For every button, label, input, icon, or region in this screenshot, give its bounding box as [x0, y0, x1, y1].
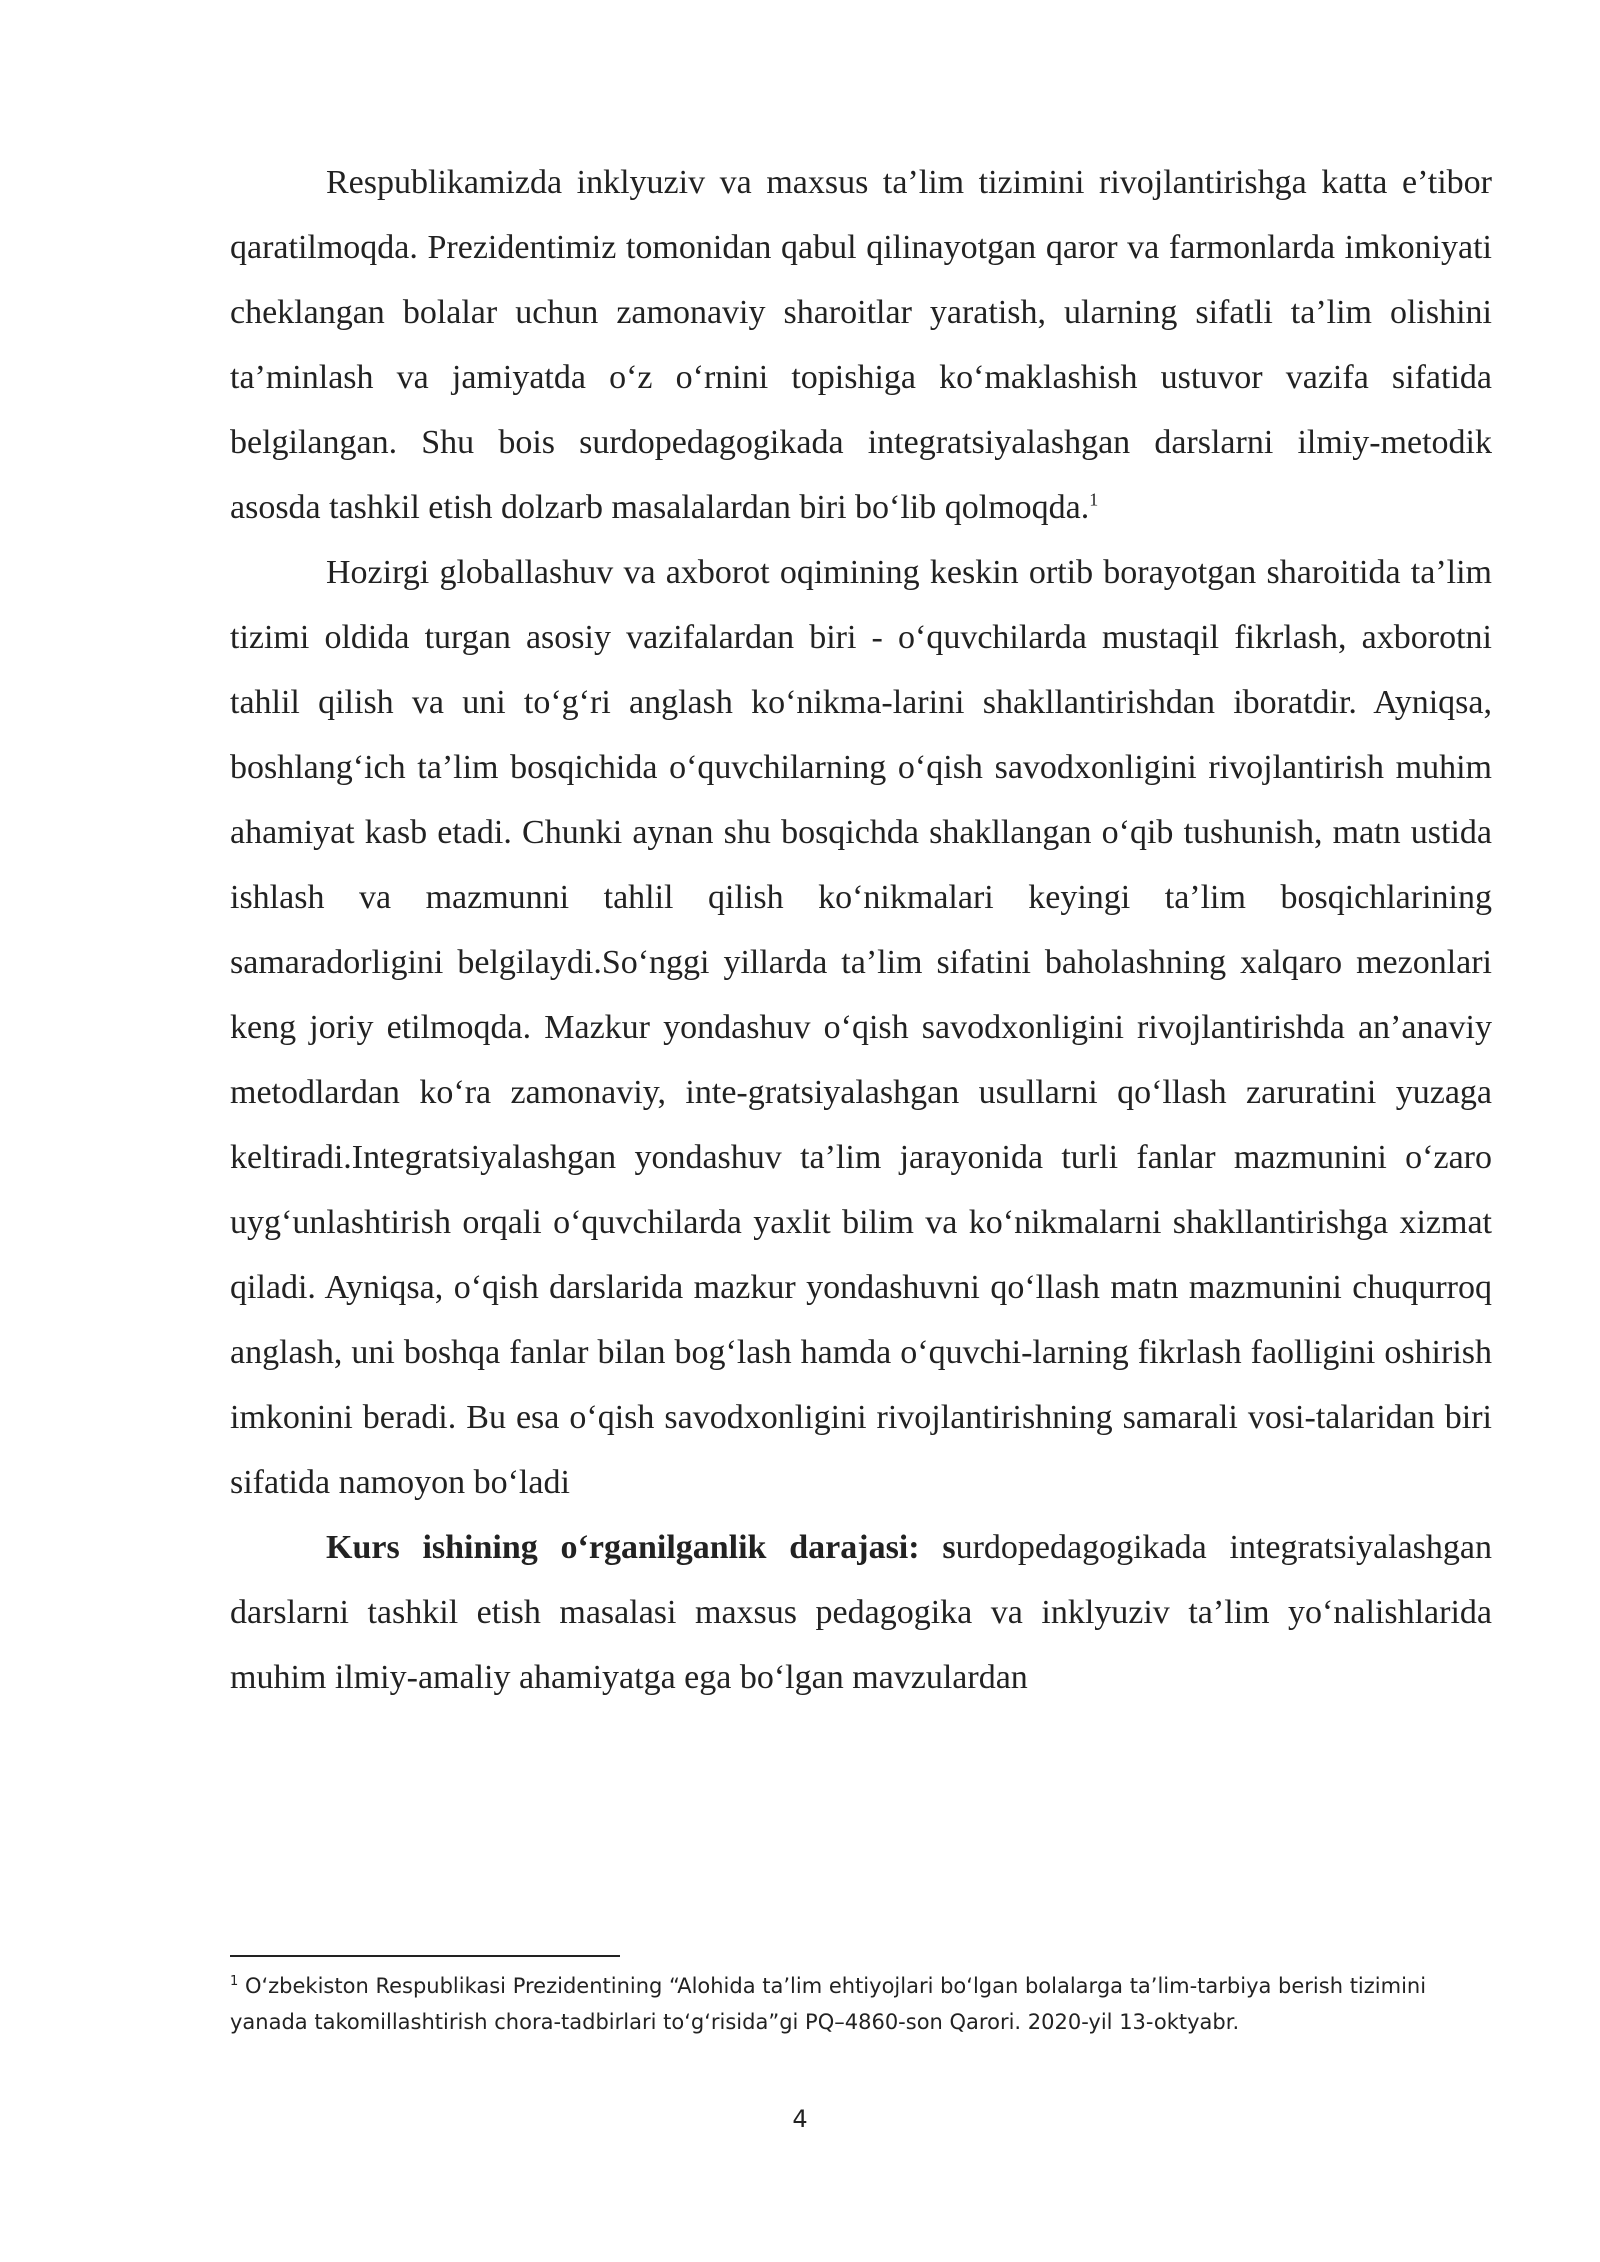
paragraph-intro	[230, 150, 1492, 540]
paragraph-globalization	[230, 540, 1492, 1515]
footnote-separator	[230, 1955, 620, 1957]
footnote-reference[interactable]: 1	[1089, 489, 1099, 510]
footnote-text: O‘zbekiston Respublikasi Prezidentining “Alohida ta’lim ehtiyojlari bo‘lgan bolalarga ta’lim-tarbiya berish tizimini yanada takomillashtirish chora-tadbirlari to‘g‘risida”gi PQ–4860-son Qarori. 2020-yil 13-oktyabr.	[230, 1974, 1427, 2034]
paragraph-study-level	[230, 1515, 1492, 1710]
footnote	[230, 1968, 1492, 2040]
footnote-marker: 1	[230, 1974, 239, 1989]
page-number: 4	[792, 2105, 808, 2133]
paragraph-intro-text: Respublikamizda inklyuziv va maxsus ta’lim tizimini rivojlantirishga katta e’tibor qaratilmoqda. Prezidentimiz tomonidan qabul qilinayotgan qaror va farmonlarda imkoniyati cheklangan bolalar uchun zamonaviy sharoitlar yaratish, ularning sifatli ta’lim olishini ta’minlash va jamiyatda o‘z o‘rnini topishiga ko‘maklashish ustuvor vazifa sifatida belgilangan. Shu bois surdopedagogikada integratsiyalashgan darslarni ilmiy-metodik asosda tashkil etish dolzarb masalalardan biri bo‘lib qolmoqda.	[230, 164, 1492, 526]
paragraph-globalization-text: Hozirgi globallashuv va axborot oqimining keskin ortib borayotgan sharoitida ta’lim tizimi oldida turgan asosiy vazifalardan biri - o‘quvchilarda mustaqil fikrlash, axborotni tahlil qilish va uni to‘g‘ri anglash ko‘nikma-larini shakllantirishdan iboratdir. Ayniqsa, boshlang‘ich ta’lim bosqichida o‘quvchilarning o‘qish savodxonligini rivojlantirish muhim ahamiyat kasb etadi. Chunki aynan shu bosqichda shakllangan o‘qib tushunish, matn ustida ishlash va mazmunni tahlil qilish ko‘nikmalari keyingi ta’lim bosqichlarining samaradorligini belgilaydi.So‘nggi yillarda ta’lim sifatini baholashning xalqaro mezonlari keng joriy etilmoqda. Mazkur yondashuv o‘qish savodxonligini rivojlantirishda an’anaviy metodlardan ko‘ra zamonaviy, inte-gratsiyalashgan usullarni qo‘llash zaruratini yuzaga keltiradi.Integratsiyalashgan yondashuv ta’lim jarayonida turli fanlar mazmunini o‘zaro uyg‘unlashtirish orqali o‘quvchilarda yaxlit bilim va ko‘nikmalarni shakllantirishga xizmat qiladi. Ayniqsa, o‘qish darslarida mazkur yondashuvni qo‘llash matn mazmunini chuqurroq anglash, uni boshqa fanlar bilan bog‘lash hamda o‘quvchi-larning fikrlash faolligini oshirish imkonini beradi. Bu esa o‘qish savodxonligini rivojlantirishning samarali vosi-talaridan biri sifatida namoyon bo‘ladi	[230, 554, 1492, 1501]
bold-initial-letter: s	[942, 1529, 956, 1566]
document-page	[230, 150, 1492, 1710]
section-heading-study-level: Kurs ishining o‘rganilganlik darajasi:	[326, 1529, 920, 1566]
paragraph-study-level-text: urdopedagogikada integratsiyalashgan darslarni tashkil etish masalasi maxsus pedagogika va inklyuziv ta’lim yo‘nalishlarida muhim ilmiy-amaliy ahamiyatga ega bo‘lgan mavzulardan	[230, 1529, 1492, 1696]
